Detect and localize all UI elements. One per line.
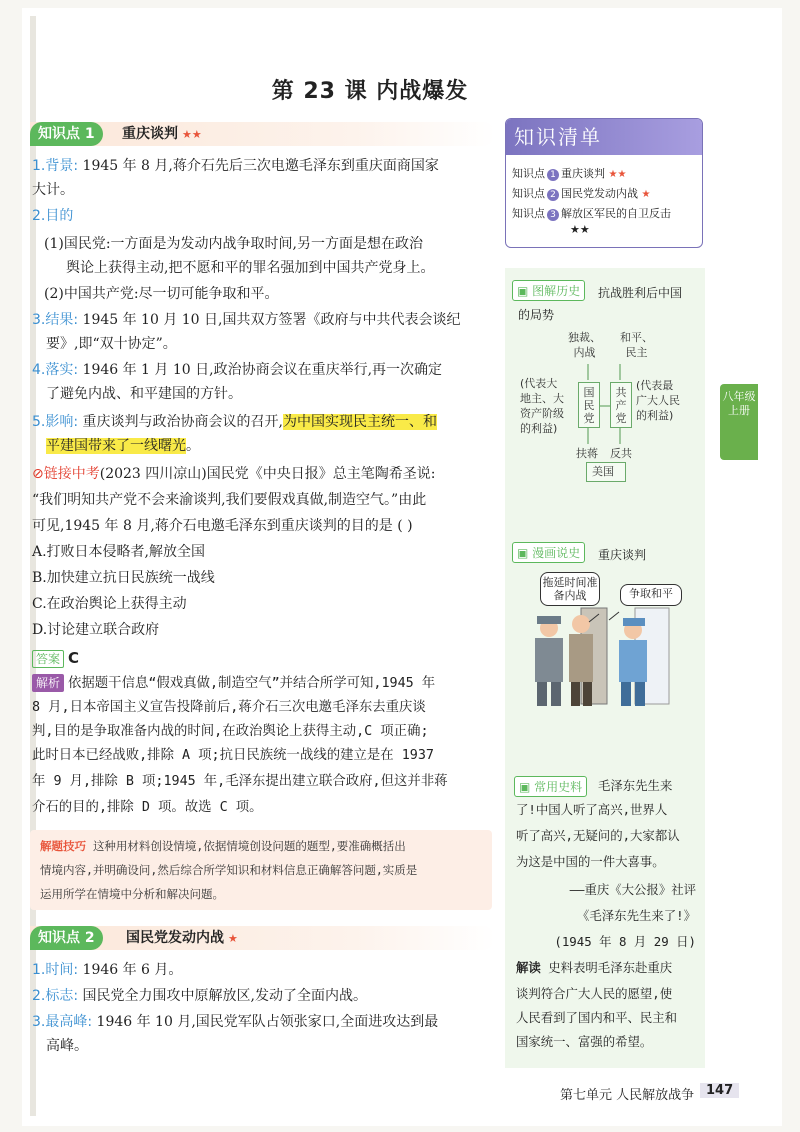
source-quote-1: 毛泽东先生来 — [598, 778, 673, 793]
grade-side-tab: 八年级上册 — [720, 384, 758, 460]
kp1-effect-highlight-2: 平建国带来了一线曙光 — [46, 438, 186, 454]
source-quote-3: 听了高兴,无疑问的,大家都认 — [516, 828, 680, 843]
solving-tip-box — [30, 830, 492, 910]
tip-line-2: 情境内容,并明确设问,然后综合所学知识和材料信息正确解答问题,实质是 — [40, 863, 418, 877]
kp1-implementation-cont: 了避免内战、和平建国的方针。 — [46, 386, 242, 402]
comic-bubble-left: 拖延时间准备内战 — [540, 572, 600, 606]
exam-question-line-3: 可见,1945 年 8 月,蒋介石电邀毛泽东到重庆谈判的目的是 ( ) — [32, 518, 413, 534]
exam-analysis-2: 8 月,日本帝国主义宣告投降前后,蒋介石三次电邀毛泽东去重庆谈 — [32, 700, 426, 715]
kp1-result-cont: 要》,即“双十协定”。 — [46, 336, 177, 352]
checklist-title: 知识清单 — [506, 119, 702, 155]
kp1-effect: 5.影响: 重庆谈判与政治协商会议的召开,为中国实现民主统一、和 — [32, 414, 437, 430]
diagram-title-1: 抗战胜利后中国 — [598, 286, 683, 300]
kp2-peak: 3.最高峰: 1946 年 10 月,国民党军队占领张家口,全面进攻达到最 — [32, 1014, 439, 1030]
footer-unit: 第七单元 人民解放战争 — [560, 1088, 695, 1103]
exam-option-d: D.讨论建立联合政府 — [32, 622, 160, 638]
diagram-top-left: 独裁、 内战 — [568, 331, 601, 359]
kp1-badge: 知识点 1 — [30, 122, 103, 146]
diagram-top-right: 和平、 民主 — [620, 331, 653, 359]
analysis-tag: 解析 — [32, 674, 64, 692]
source-reading-3: 人民看到了国内和平、民主和 — [516, 1010, 678, 1025]
checklist-item-3-stars: ★★ — [570, 223, 590, 236]
kp1-name: 重庆谈判 ★★ — [122, 126, 202, 142]
comic-title: 重庆谈判 — [598, 548, 647, 562]
kp1-background: 1.背景: 1945 年 8 月,蒋介石先后三次电邀毛泽东到重庆面商国家 — [32, 158, 439, 174]
kp1-goal-gmd: (1)国民党:一方面是为发动内战争取时间,另一方面是想在政治 — [44, 236, 423, 252]
comic-illustration — [515, 600, 695, 720]
source-quote-2: 了!中国人听了高兴,世界人 — [516, 802, 668, 817]
kp2-peak-cont: 高峰。 — [46, 1038, 88, 1054]
source-cite-2: 《毛泽东先生来了!》 — [577, 908, 696, 923]
page-number: 147 — [700, 1083, 739, 1098]
exam-question-line-1: ⊘链接中考(2023 四川凉山)国民党《中央日报》总主笔陶希圣说: — [32, 466, 436, 482]
checklist-item-1: 知识点 1 重庆谈判 ★★ — [512, 167, 627, 180]
checklist-item-3: 知识点 3 解放区军民的自卫反击 — [512, 207, 671, 220]
diagram-left-note: (代表大 地主、大 资产阶级 的利益) — [520, 377, 564, 435]
kp1-effect-cont: 平建国带来了一线曙光。 — [46, 438, 200, 454]
source-reading-4: 国家统一、富强的希望。 — [516, 1034, 653, 1049]
kp1-background-cont: 大计。 — [32, 182, 74, 198]
kp2-name: 国民党发动内战 ★ — [126, 930, 238, 946]
exam-option-a: A.打败日本侵略者,解放全国 — [32, 544, 206, 560]
diagram-label: ▣ 图解历史 — [512, 280, 585, 301]
source-quote-4: 为这是中国的一件大喜事。 — [516, 854, 665, 869]
exam-analysis-3: 判,目的是争取准备内战的时间,在政治舆论上获得主动,C 项正确; — [32, 724, 429, 739]
kp2-time: 1.时间: 1946 年 6 月。 — [32, 962, 183, 978]
kp1-goal-heading: 2.目的 — [32, 208, 74, 224]
exam-option-c: C.在政治舆论上获得主动 — [32, 596, 187, 612]
knowledge-point-1-header — [30, 122, 495, 146]
kp1-goal-gmd-cont: 舆论上获得主动,把不愿和平的罪名强加到中国共产党身上。 — [66, 260, 435, 276]
exam-analysis-5: 年 9 月,排除 B 项;1945 年,毛泽东提出建立联合政府,但这并非蒋 — [32, 774, 448, 789]
checklist-item-2: 知识点 2 国民党发动内战 ★ — [512, 187, 651, 200]
lesson-title: 第 23 课 内战爆发 — [271, 79, 469, 104]
ccp-label: 共产党 — [615, 386, 627, 425]
diagram-support-label: 扶蒋 — [576, 447, 598, 460]
exam-analysis-1: 解析 依据题干信息“假戏真做,制造空气”并结合所学可知,1945 年 — [32, 674, 498, 694]
gmd-label: 国民党 — [583, 386, 595, 425]
kp1-implementation: 4.落实: 1946 年 1 月 10 日,政治协商会议在重庆举行,再一次确定 — [32, 362, 443, 378]
answer-tag: 答案 — [32, 650, 64, 668]
tip-label: 解题技巧 — [40, 839, 86, 853]
kp1-effect-highlight-1: 为中国实现民主统一、和 — [282, 414, 437, 430]
kp1-stars: ★★ — [182, 128, 202, 141]
knowledge-checklist — [505, 118, 703, 248]
exam-option-b: B.加快建立抗日民族统一战线 — [32, 570, 215, 586]
link-icon: ⊘ — [32, 466, 44, 482]
comic-bubble-right: 争取和平 — [620, 584, 682, 606]
diagram-title-2: 的局势 — [518, 308, 555, 322]
knowledge-point-2-header — [30, 926, 495, 950]
kp2-stars: ★ — [228, 932, 238, 945]
source-reading-2: 谈判符合广大人民的愿望,使 — [516, 986, 673, 1001]
comic-label: ▣ 漫画说史 — [512, 542, 585, 563]
diagram-right-note: (代表最 广大人民 的利益) — [636, 379, 680, 422]
exam-link-tag: 链接中考 — [43, 466, 100, 482]
exam-answer — [32, 648, 498, 669]
exam-analysis-4: 此时日本已经战败,排除 A 项;抗日民族统一战线的建立是在 1937 — [32, 748, 434, 763]
source-cite-1: ——重庆《大公报》社评 — [569, 882, 696, 897]
kp1-result: 3.结果: 1945 年 10 月 10 日,国共双方签署《政府与中共代表会谈纪 — [32, 312, 461, 328]
exam-question-line-2: “我们明知共产党不会来渝谈判,我们要假戏真做,制造空气。”由此 — [32, 492, 427, 508]
source-label: ▣ 常用史料 — [514, 776, 587, 797]
answer-value: C — [68, 649, 80, 667]
exam-analysis-6: 介石的目的,排除 D 项。故选 C 项。 — [32, 800, 263, 815]
tip-line-3: 运用所学在情境中分析和解决问题。 — [40, 887, 224, 901]
kp2-badge: 知识点 2 — [30, 926, 103, 950]
source-reading-1: 解读 史料表明毛泽东赴重庆 — [516, 960, 673, 975]
usa-label: 美国 — [592, 465, 614, 478]
tip-line-1: 解题技巧 这种用材料创设情境,依据情境创设问题的题型,要准确概括出 — [40, 839, 406, 853]
kp1-goal-ccp: (2)中国共产党:尽一切可能争取和平。 — [44, 286, 279, 302]
kp2-sign: 2.标志: 国民党全力围攻中原解放区,发动了全面内战。 — [32, 988, 367, 1004]
diagram-oppose-label: 反共 — [610, 447, 632, 460]
source-cite-3: (1945 年 8 月 29 日) — [554, 934, 696, 949]
